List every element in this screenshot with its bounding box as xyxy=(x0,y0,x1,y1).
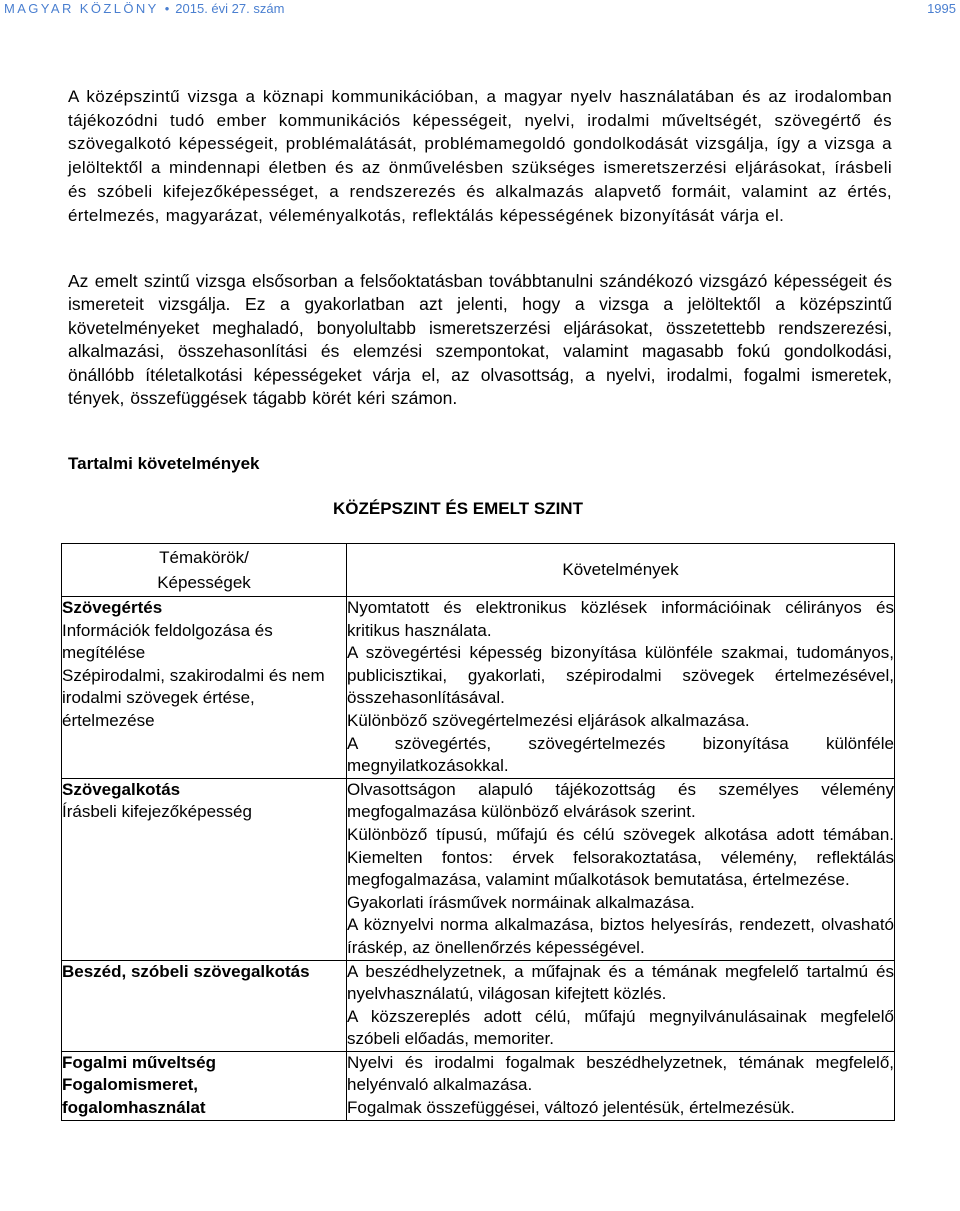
running-head xyxy=(4,0,284,18)
header-separator: • xyxy=(164,1,170,16)
topic-subitem: Szépirodalmi, szakirodalmi és nem irodalmi szövegek értése, értelmezése xyxy=(62,665,325,730)
topic-subitem: Információk feldolgozása és megítélése xyxy=(62,620,273,663)
requirement-item: Nyelvi és irodalmi fogalmak beszédhelyzetnek, témának megfelelő, helyénvaló alkalmazása. xyxy=(347,1052,894,1095)
requirement-item: Olvasottságon alapuló tájékozottság és személyes vélemény megfogalmazása különböző elvárások szerint. xyxy=(347,779,894,822)
requirement-item: Fogalmak összefüggései, változó jelentésük, értelmezésük. xyxy=(347,1098,795,1118)
topic-title: Szövegalkotás xyxy=(62,779,181,799)
table-row xyxy=(62,960,895,1051)
requirement-item: A beszédhelyzetnek, a műfajnak és a témának megfelelő tartalmú és nyelvhasználatú, világosan kifejtett közlés. xyxy=(347,961,894,1004)
requirements-cell xyxy=(347,960,895,1051)
requirements-cell xyxy=(347,597,895,779)
requirement-item: A szövegértési képesség bizonyítása különféle szakmai, tudományos, publicisztikai, gyakorlati, szépirodalmi szövegek értelmezésével, összehasonlításával. xyxy=(347,643,894,708)
requirement-item: A szövegértés, szövegértelmezés bizonyítása különféle megnyilatkozásokkal. xyxy=(347,733,894,776)
requirement-item: Gyakorlati írásművek normáinak alkalmazása. xyxy=(347,892,695,912)
table-row xyxy=(62,778,895,960)
table-row xyxy=(62,597,895,779)
header-topics-line2: Képességek xyxy=(157,573,251,592)
topic-title-extra: Fogalomismeret, fogalomhasználat xyxy=(62,1075,206,1118)
table-row xyxy=(62,1051,895,1120)
topic-cell xyxy=(62,960,347,1051)
topic-title: Szövegértés xyxy=(62,598,163,617)
requirement-item: Különböző típusú, műfajú és célú szövegek alkotása adott témában. Kiemelten fontos: érvek felsorakoztatása, vélemény, reflektálás megfogalmazása, valamint műalkotások bemutatása, értelmezése. xyxy=(347,824,894,890)
topic-subitem: Írásbeli kifejezőképesség xyxy=(62,802,252,822)
header-topics xyxy=(62,544,347,597)
topic-cell xyxy=(62,778,347,960)
requirement-item: Nyomtatott és elektronikus közlések információinak célirányos és kritikus használata. xyxy=(347,598,894,640)
topic-cell xyxy=(62,1051,347,1120)
issue-date: 2015. évi 27. szám xyxy=(175,1,285,16)
intro-paragraph: A középszintű vizsga a köznapi kommunikációban, a magyar nyelv használatában és az irodalomban tájékozódni tudó ember kommunikációs képességeit, nyelvi, irodalmi műveltségét, szövegértő és szövegalkotó képességeit, problémalátását, problémamegoldó gondolkodását vizsgálja, így a vizsga a jelöltektől a mindennapi életben és az önművelésben szükséges ismeretszerzési eljárásokat, írásbeli és szóbeli kifejezőképességet, a rendszerezés és alkalmazás alapvető formáit, valamint az értés, értelmezés, magyarázat, véleményalkotás, reflektálás képességének bizonyítását várja el. xyxy=(68,87,892,225)
requirement-item: A köznyelvi norma alkalmazása, biztos helyesírás, rendezett, olvasható íráskép, az önellenőrzés képességével. xyxy=(347,915,894,957)
table-header-row xyxy=(62,544,895,597)
topic-cell xyxy=(62,597,347,779)
topic-title: Fogalmi műveltség xyxy=(62,1052,216,1072)
section-title: Tartalmi követelmények xyxy=(68,454,260,473)
level-title: KÖZÉPSZINT ÉS EMELT SZINT xyxy=(333,499,583,518)
requirements-cell xyxy=(347,778,895,960)
advanced-level-paragraph: Az emelt szintű vizsga elsősorban a felsőoktatásban továbbtanulni szándékozó vizsgázó képességeit és ismereteit vizsgálja. Ez a gyakorlatban azt jelenti, hogy a vizsga a jelöltektől a középszintű követelményeket meghaladó, bonyolultabb ismeretszerzési eljárásokat, összetettebb rendszerezési, alkalmazási, összehasonlítási és elemzési szempontokat, valamint magasabb fokú gondolkodási, önállóbb ítéletalkotási képességeket várja el, az olvasottság, a nyelvi, irodalmi, fogalmi ismeretek, tények, összefüggések tágabb körét kéri számon. xyxy=(68,271,892,409)
header-topics-line1: Témakörök/ xyxy=(159,548,249,567)
requirement-item: Különböző szövegértelmezési eljárások alkalmazása. xyxy=(347,710,750,730)
page-number: 1995 xyxy=(927,1,956,16)
requirements-table xyxy=(61,543,895,1121)
header-requirements: Követelmények xyxy=(347,544,895,597)
requirement-item: A közszereplés adott célú, műfajú megnyilvánulásainak megfelelő szóbeli előadás, memoriter. xyxy=(347,1006,894,1049)
page-header xyxy=(4,0,956,18)
publication-name: MAGYAR KÖZLÖNY xyxy=(4,1,159,16)
topic-title: Beszéd, szóbeli szövegalkotás xyxy=(62,961,310,981)
requirements-cell xyxy=(347,1051,895,1120)
